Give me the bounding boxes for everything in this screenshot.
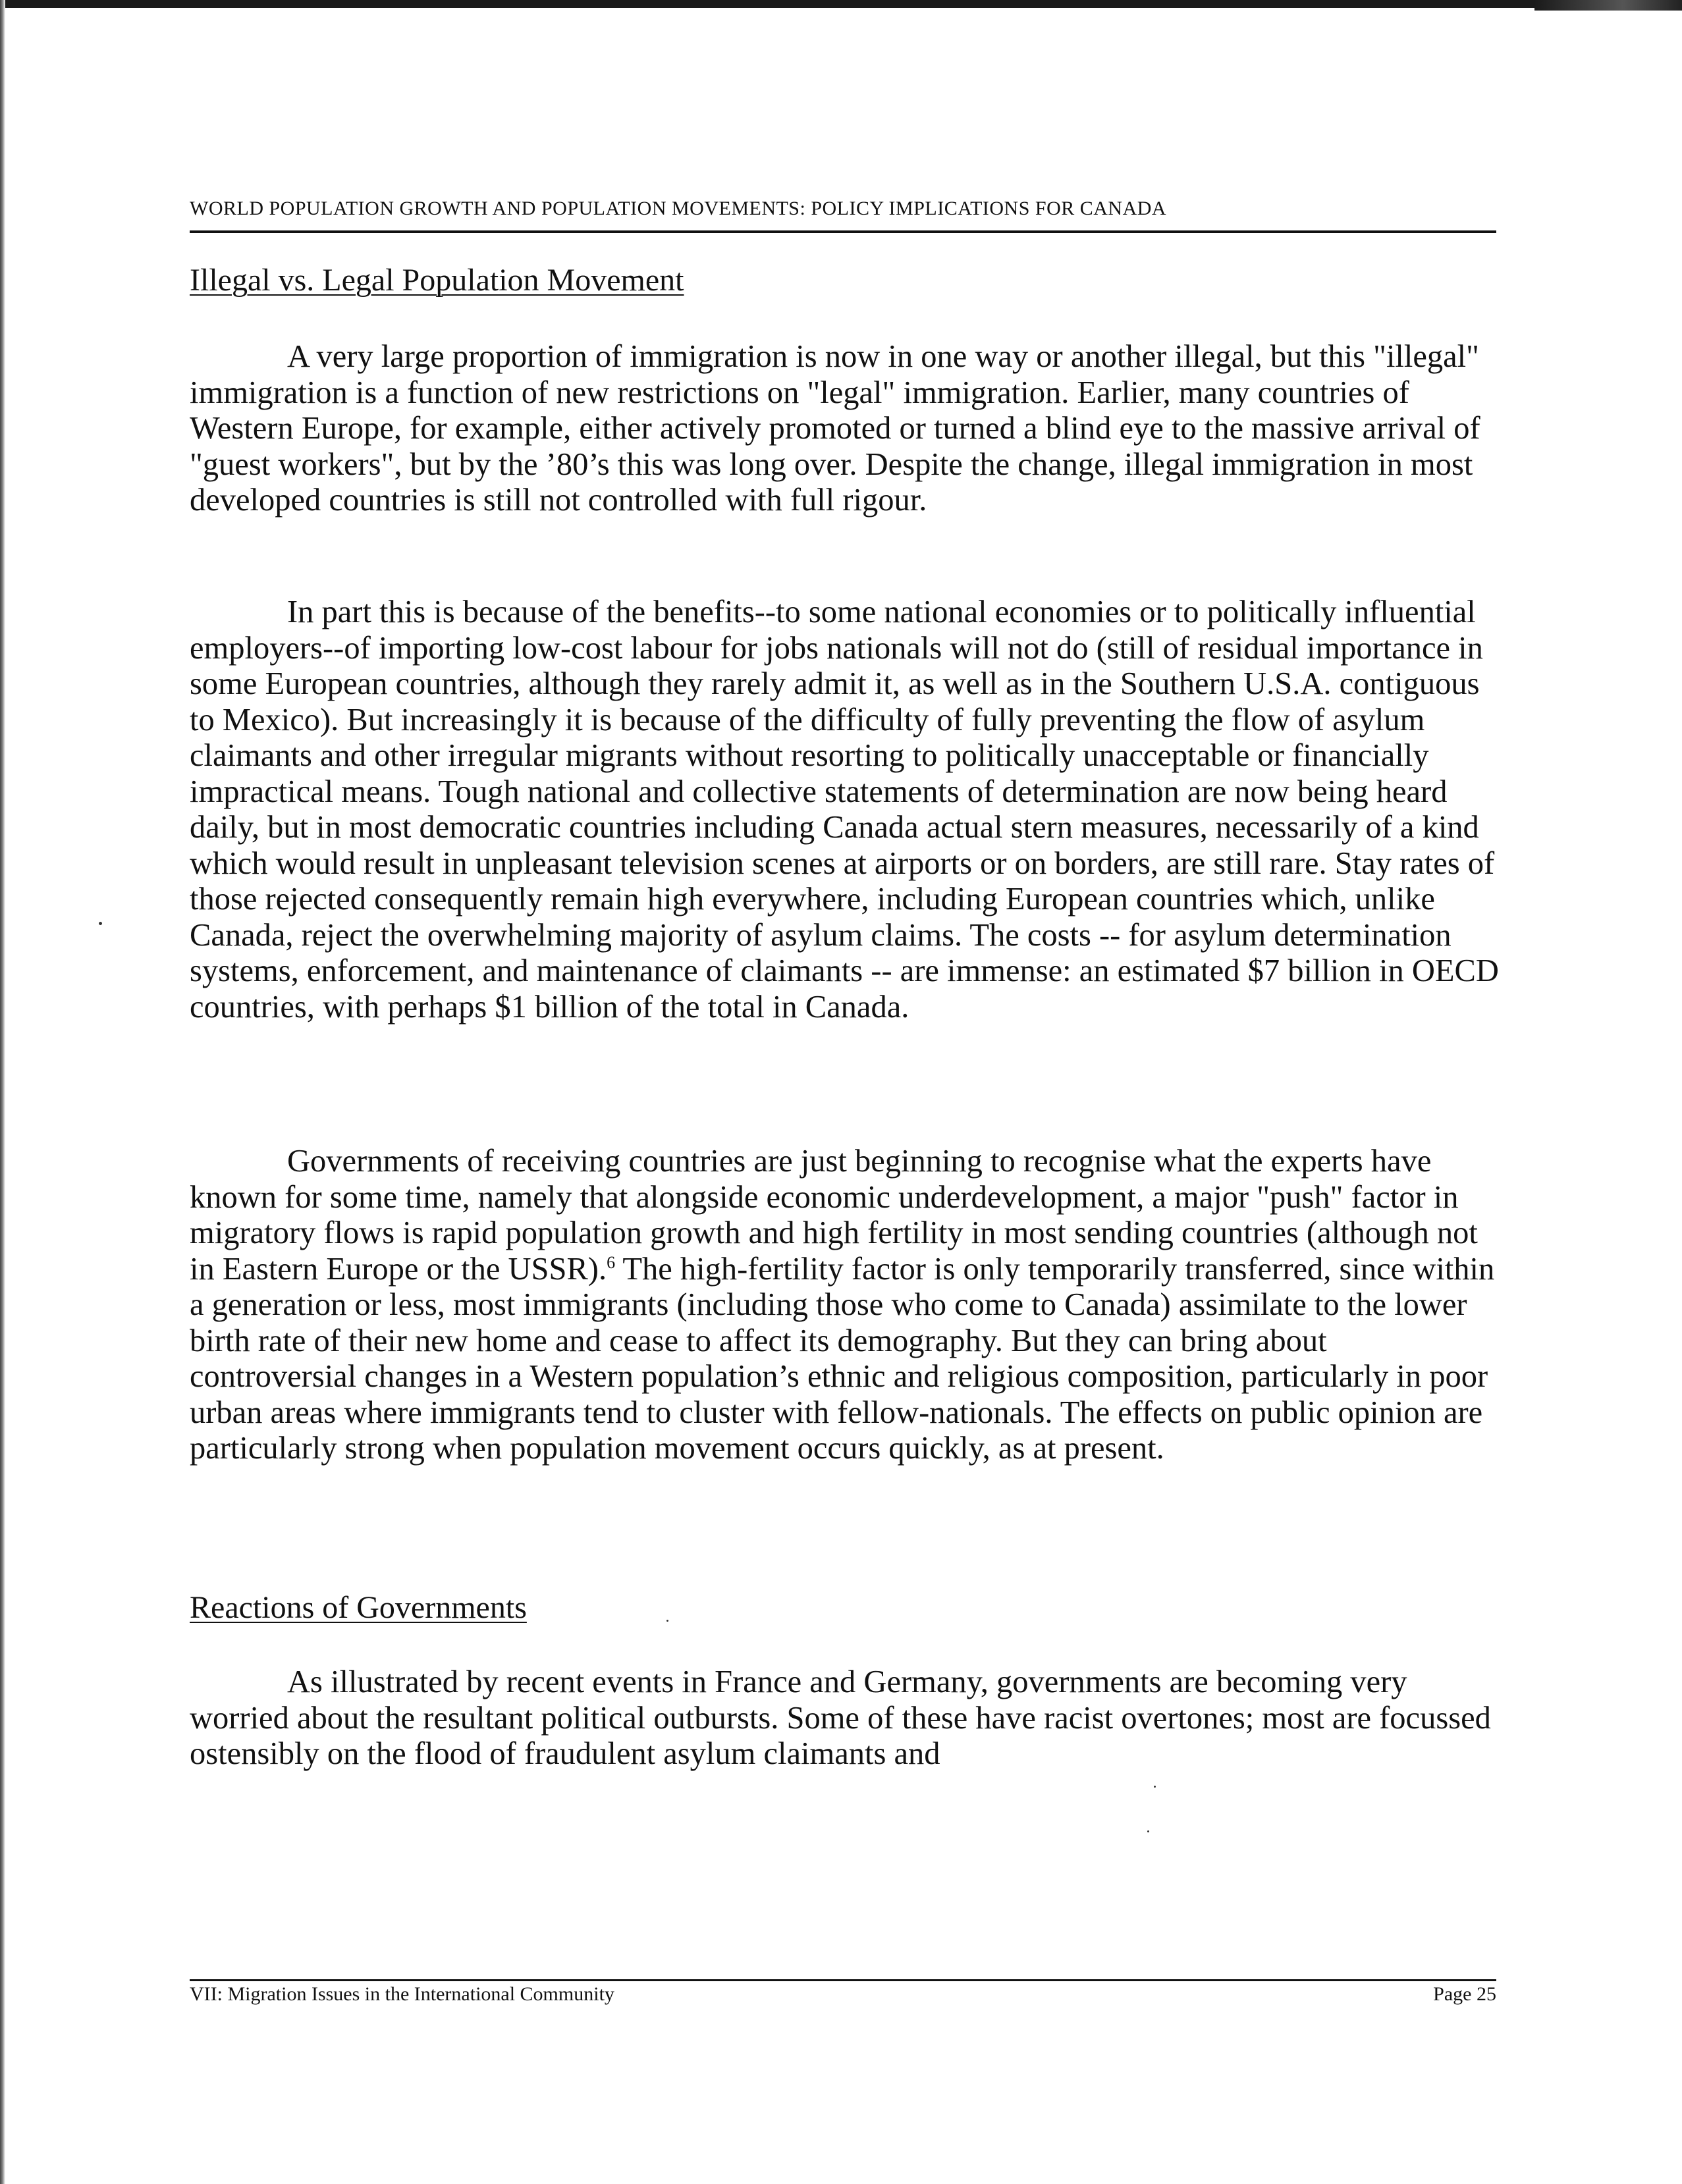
section-heading-illegal-vs-legal: Illegal vs. Legal Population Movement bbox=[190, 263, 684, 298]
paragraph-3-text-after-note: The high-fertility factor is only temporarily transferred, since within a generation or less, most immigrants (including those who come to Canada) assimilate to the lower birth rate of their new home and cease to affect its demography. But they can bring about controversial changes in a Western population’s ethnic and religious composition, particularly in poor urban areas where immigrants tend to cluster with fellow-nationals. The effects on public opinion are particularly strong when population movement occurs quickly, as at present. bbox=[190, 1251, 1495, 1466]
scan-left-edge bbox=[0, 0, 5, 2184]
header-rule bbox=[190, 230, 1496, 233]
paragraph-3-text-before-note: Governments of receiving countries are just beginning to recognise what the experts have known for some time, namely that alongside economic underdevelopment, a major "push" factor in migratory flows is rapid population growth and high fertility in most sending countries (although not in Eastern Europe or the USSR). bbox=[190, 1144, 1478, 1287]
scan-top-edge bbox=[0, 0, 1682, 8]
scan-speck bbox=[1147, 1830, 1149, 1832]
scan-top-edge-shadow bbox=[1534, 0, 1682, 11]
footer-rule bbox=[190, 1979, 1496, 1981]
footer-page-number: Page 25 bbox=[1433, 1983, 1496, 2005]
section-heading-reactions-of-governments: Reactions of Governments bbox=[190, 1590, 527, 1625]
paragraph-4: As illustrated by recent events in France and Germany, governments are becoming very worried about the resultant political outbursts. Some of these have racist overtones; most are focussed ostensibly on the flood of fraudulent asylum claimants and bbox=[190, 1665, 1491, 1771]
paragraph-3 bbox=[190, 1144, 1500, 1467]
scan-speck bbox=[99, 922, 102, 925]
running-header: WORLD POPULATION GROWTH AND POPULATION MOVEMENTS: POLICY IMPLICATIONS FOR CANADA bbox=[190, 198, 1167, 219]
scan-speck bbox=[1154, 1786, 1156, 1788]
paragraph-2: In part this is because of the benefits--to some national economies or to politically influential employers--of importing low-cost labour for jobs nationals will not do (still of residual importance in some European countries, although they rarely admit it, as well as in the Southern U.S.A. contiguous to Mexico). But increasingly it is because of the difficulty of fully preventing the flow of asylum claimants and other irregular migrants without resorting to politically unacceptable or financially impractical means. Tough national and collective statements of determination are now being heard daily, but in most democratic countries including Canada actual stern measures, necessarily of a kind which would result in unpleasant television scenes at airports or on borders, are still rare. Stay rates of those rejected consequently remain high everywhere, including European countries which, unlike Canada, reject the overwhelming majority of asylum claims. The costs -- for asylum determination systems, enforcement, and maintenance of claimants -- are immense: an estimated $7 billion in OECD countries, with perhaps $1 billion of the total in Canada. bbox=[190, 595, 1499, 1025]
scan-speck bbox=[666, 1620, 668, 1622]
footnote-marker: 6 bbox=[607, 1252, 616, 1272]
footer-chapter-title: VII: Migration Issues in the International Community bbox=[190, 1983, 614, 2005]
paragraph-1: A very large proportion of immigration is now in one way or another illegal, but this "illegal" immigration is a function of new restrictions on "legal" immigration. Earlier, many countries of Western Europe, for example, either actively promoted or turned a blind eye to the massive arrival of "guest workers", but by the ’80’s this was long over. Despite the change, illegal immigration in most developed countries is still not controlled with full rigour. bbox=[190, 339, 1480, 518]
